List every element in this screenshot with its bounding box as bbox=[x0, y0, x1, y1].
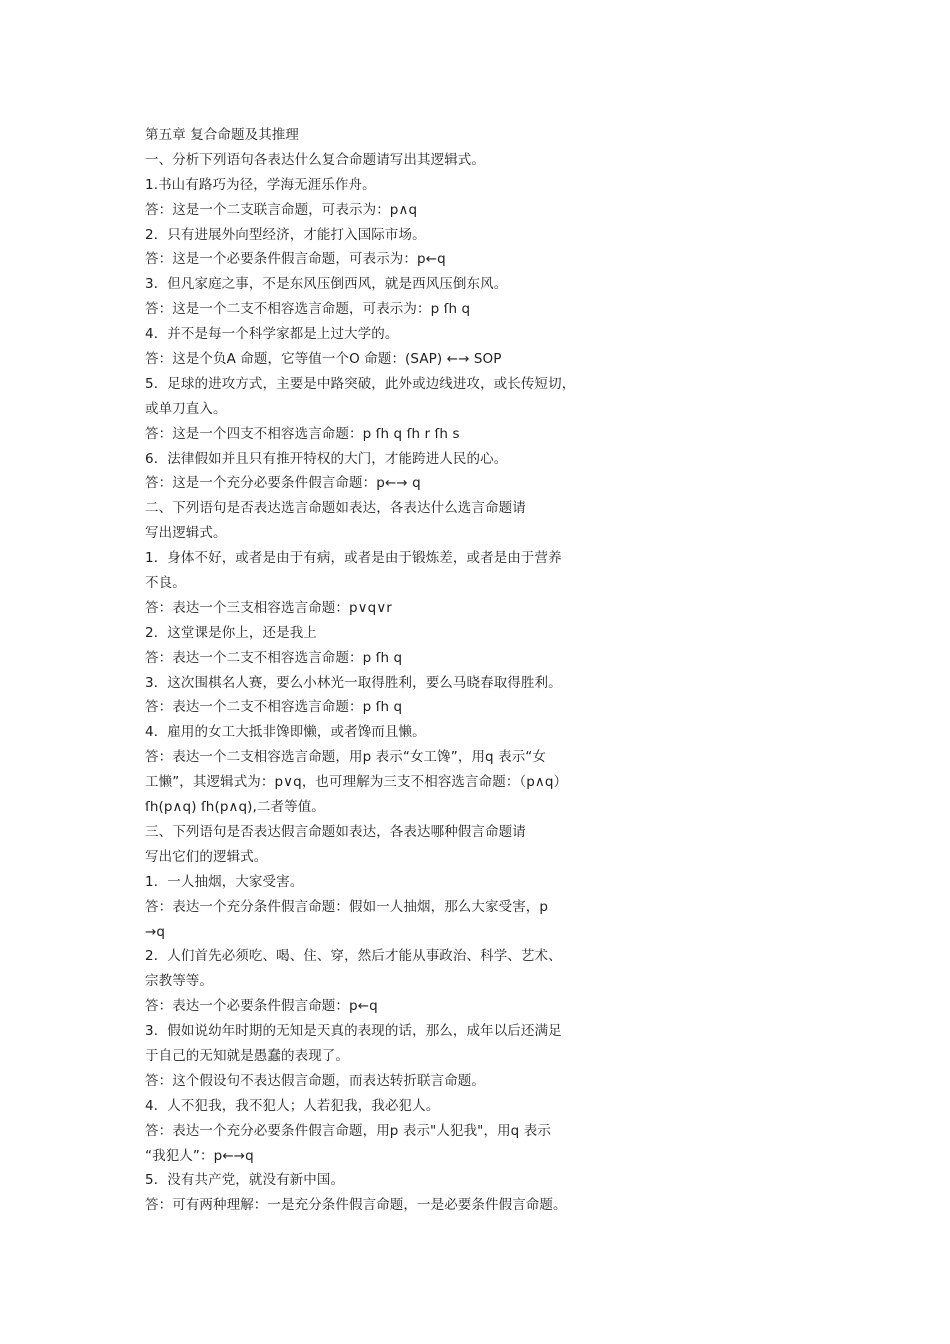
answer-line: “我犯人”：p←→q bbox=[145, 1147, 254, 1164]
section-heading: 写出它们的逻辑式。 bbox=[145, 848, 268, 865]
question-line: 2．这堂课是你上，还是我上 bbox=[145, 624, 317, 641]
document-body bbox=[145, 123, 615, 1218]
section-heading: 写出逻辑式。 bbox=[145, 525, 227, 542]
answer-line: 答：表达一个充分条件假言命题：假如一人抽烟，那么大家受害，p bbox=[145, 898, 549, 915]
question-line: 5．足球的进攻方式，主要是中路突破，此外或边线进攻，或长传短切， bbox=[145, 375, 576, 392]
answer-line: 工懒”，其逻辑式为：p∨q，也可理解为三支不相容选言命题：（p∧q） bbox=[145, 774, 568, 791]
answer-line: 答：表达一个二支不相容选言命题：p ſh q bbox=[145, 649, 403, 666]
answer-line: 答：这是个负A 命题，它等值一个O 命题：(SAP) ←→ SOP bbox=[145, 351, 502, 368]
question-line: 4．雇用的女工大抵非馋即懒，或者馋而且懒。 bbox=[145, 724, 426, 741]
answer-line: 答：表达一个三支相容选言命题：p∨q∨r bbox=[145, 599, 392, 616]
answer-line: 答：这是一个充分必要条件假言命题：p←→ q bbox=[145, 475, 421, 492]
question-line: 1．身体不好，或者是由于有病，或者是由于锻炼差，或者是由于营养 bbox=[145, 550, 562, 567]
question-line: 2．只有进展外向型经济，才能打入国际市场。 bbox=[145, 226, 426, 243]
question-line: 4．人不犯我，我不犯人；人若犯我，我必犯人。 bbox=[145, 1097, 440, 1114]
chapter-title: 第五章 复合命题及其推理 bbox=[145, 127, 299, 143]
answer-line: 答：表达一个必要条件假言命题：p←q bbox=[145, 998, 378, 1015]
answer-line: ſh(p∧q) ſh(p∧q),二者等值。 bbox=[145, 799, 325, 816]
question-line: 3．但凡家庭之事，不是东风压倒西风，就是西风压倒东风。 bbox=[145, 276, 508, 293]
question-line: 3．假如说幼年时期的无知是天真的表现的话，那么，成年以后还满足 bbox=[145, 1023, 562, 1040]
section-heading: 二、下列语句是否表达选言命题如表达，各表达什么选言命题请 bbox=[145, 500, 526, 517]
answer-line: 答：可有两种理解：一是充分条件假言命题，一是必要条件假言命题。 bbox=[145, 1197, 567, 1214]
question-line: 1．一人抽烟，大家受害。 bbox=[145, 873, 304, 890]
question-line: 宗教等等。 bbox=[145, 973, 213, 990]
question-line: 2．人们首先必须吃、喝、住、穿，然后才能从事政治、科学、艺术、 bbox=[145, 948, 562, 965]
answer-line: 答：这是一个二支联言命题，可表示为：p∧q bbox=[145, 201, 418, 218]
question-line: 6．法律假如并且只有推开特权的大门，才能跨进人民的心。 bbox=[145, 450, 508, 467]
question-line: 4．并不是每一个科学家都是上过大学的。 bbox=[145, 326, 399, 343]
question-line: 5．没有共产党，就没有新中国。 bbox=[145, 1172, 345, 1189]
answer-line: 答：这是一个二支不相容选言命题，可表示为：p ſh q bbox=[145, 301, 471, 318]
answer-line: 答：这个假设句不表达假言命题，而表达转折联言命题。 bbox=[145, 1072, 485, 1089]
question-line: 1.书山有路巧为径，学海无涯乐作舟。 bbox=[145, 176, 376, 193]
answer-line: →q bbox=[145, 923, 166, 940]
answer-line: 答：表达一个二支不相容选言命题：p ſh q bbox=[145, 699, 403, 716]
question-line: 不良。 bbox=[145, 575, 186, 592]
question-line: 或单刀直入。 bbox=[145, 400, 227, 417]
question-line: 于自己的无知就是愚蠢的表现了。 bbox=[145, 1047, 349, 1064]
answer-line: 答：这是一个必要条件假言命题，可表示为：p←q bbox=[145, 251, 446, 268]
answer-line: 答：表达一个二支相容选言命题，用p 表示“女工馋”，用q 表示“女 bbox=[145, 749, 547, 766]
question-line: 3．这次围棋名人赛，要么小林光一取得胜利，要么马晓春取得胜利。 bbox=[145, 674, 562, 691]
section-heading: 一、分析下列语句各表达什么复合命题请写出其逻辑式。 bbox=[145, 151, 485, 168]
answer-line: 答：这是一个四支不相容选言命题：p ſh q ſh r ſh s bbox=[145, 425, 460, 442]
section-heading: 三、下列语句是否表达假言命题如表达，各表达哪种假言命题请 bbox=[145, 823, 526, 840]
answer-line: 答：表达一个充分必要条件假言命题，用p 表示"人犯我"，用q 表示 bbox=[145, 1122, 551, 1139]
